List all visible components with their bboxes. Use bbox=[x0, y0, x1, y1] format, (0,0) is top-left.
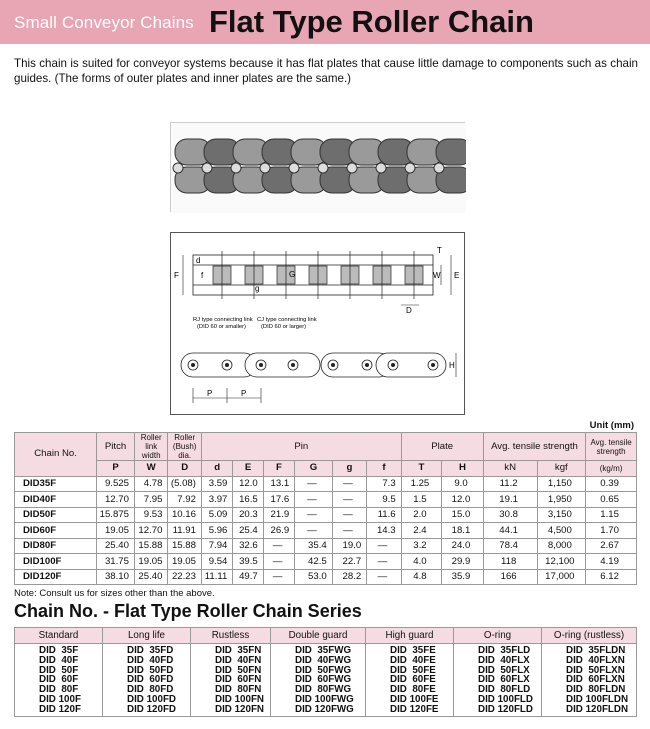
note: Note: Consult us for sizes other than the above. bbox=[14, 588, 215, 599]
cell-kgm: 6.12 bbox=[586, 569, 637, 585]
series-column bbox=[191, 644, 271, 717]
cell-d: 3.59 bbox=[201, 476, 232, 492]
series-item: DID 100F bbox=[39, 693, 81, 705]
cell-kN: 44.1 bbox=[483, 523, 537, 539]
cell-g: 28.2 bbox=[332, 569, 366, 585]
cell-D: 15.88 bbox=[168, 538, 202, 554]
cell-kgf: 8,000 bbox=[537, 538, 586, 554]
series-item: DID 40FE bbox=[390, 654, 436, 666]
th-kgf: kgf bbox=[537, 461, 586, 477]
th-plate: Plate bbox=[401, 433, 483, 461]
cell-kN: 166 bbox=[483, 569, 537, 585]
intro-paragraph: This chain is suited for conveyor systems because it has flat plates that cause little damage to components such as chain guides. (The forms of outer plates and inner plates are the same.) bbox=[14, 57, 638, 85]
series-column bbox=[15, 644, 103, 717]
th-P: P bbox=[97, 461, 135, 477]
cell-d: 7.94 bbox=[201, 538, 232, 554]
series-item: DID 120FWG bbox=[295, 703, 354, 715]
cell-f: — bbox=[367, 569, 401, 585]
series-item: DID 100FLD bbox=[478, 693, 533, 705]
series-item: DID 80F bbox=[39, 684, 79, 696]
cell-kgm: 1.15 bbox=[586, 507, 637, 523]
cell-d: 3.97 bbox=[201, 492, 232, 508]
cell-G: — bbox=[295, 507, 333, 523]
series-th-high-guard: High guard bbox=[366, 628, 454, 644]
series-item: DID 35FN bbox=[215, 645, 262, 656]
series-table bbox=[14, 627, 637, 717]
dim-P1: P bbox=[207, 389, 213, 398]
th-H: H bbox=[442, 461, 484, 477]
table-row bbox=[15, 569, 637, 585]
series-th-o-ring-rustless: O-ring (rustless) bbox=[542, 628, 637, 644]
cell-w: 7.95 bbox=[134, 492, 167, 508]
series-item: DID 40FD bbox=[127, 654, 174, 666]
series-item: DID 40F bbox=[39, 654, 79, 666]
th-F: F bbox=[263, 461, 294, 477]
cell-kgf: 12,100 bbox=[537, 554, 586, 570]
cell-F: — bbox=[263, 569, 294, 585]
cell-w: 9.53 bbox=[134, 507, 167, 523]
series-item: DID 60FD bbox=[127, 674, 174, 686]
series-th-standard: Standard bbox=[15, 628, 103, 644]
series-item: DID 50F bbox=[39, 664, 79, 676]
cell-F: 26.9 bbox=[263, 523, 294, 539]
series-title: Chain No. - Flat Type Roller Chain Series bbox=[14, 601, 362, 621]
cell-p: 19.05 bbox=[97, 523, 135, 539]
series-column bbox=[542, 644, 637, 717]
cell-no: DID50F bbox=[15, 507, 97, 523]
cell-w: 12.70 bbox=[134, 523, 167, 539]
cell-d: 11.11 bbox=[201, 569, 232, 585]
cell-g: — bbox=[332, 523, 366, 539]
series-item: DID 50FN bbox=[215, 664, 262, 676]
dim-F: F bbox=[174, 271, 179, 280]
series-item: DID 80FE bbox=[390, 684, 436, 696]
th-chain-no: Chain No. bbox=[15, 433, 97, 477]
dim-T: T bbox=[437, 246, 442, 255]
th-W: W bbox=[134, 461, 167, 477]
th-E: E bbox=[233, 461, 263, 477]
series-item: DID 100FLDN bbox=[566, 693, 629, 705]
series-item: DID 50FWG bbox=[295, 664, 352, 676]
cell-G: — bbox=[295, 523, 333, 539]
series-item: DID 35FD bbox=[127, 645, 174, 656]
series-item: DID 60FE bbox=[390, 674, 436, 686]
cell-p: 31.75 bbox=[97, 554, 135, 570]
cell-p: 15.875 bbox=[97, 507, 135, 523]
cell-T: 2.0 bbox=[401, 507, 442, 523]
cell-E: 12.0 bbox=[233, 476, 263, 492]
cell-no: DID120F bbox=[15, 569, 97, 585]
table-row bbox=[15, 554, 637, 570]
series-th-rustless: Rustless bbox=[191, 628, 271, 644]
cell-T: 1.5 bbox=[401, 492, 442, 508]
cell-kN: 11.2 bbox=[483, 476, 537, 492]
series-item: DID 120FE bbox=[390, 703, 439, 715]
series-item: DID 100FWG bbox=[295, 693, 354, 705]
cell-E: 39.5 bbox=[233, 554, 263, 570]
dim-G: G bbox=[289, 270, 296, 279]
cell-D: 7.92 bbox=[168, 492, 202, 508]
cell-T: 4.0 bbox=[401, 554, 442, 570]
series-item: DID 35FLD bbox=[478, 645, 531, 656]
series-item: DID 50FD bbox=[127, 664, 174, 676]
series-item: DID 80FWG bbox=[295, 684, 352, 696]
series-item: DID 120FN bbox=[215, 703, 264, 715]
cell-kN: 30.8 bbox=[483, 507, 537, 523]
cell-w: 25.40 bbox=[134, 569, 167, 585]
series-item: DID 80FN bbox=[215, 684, 262, 696]
cell-kgm: 0.39 bbox=[586, 476, 637, 492]
cell-D: 11.91 bbox=[168, 523, 202, 539]
cell-G: 42.5 bbox=[295, 554, 333, 570]
cell-p: 9.525 bbox=[97, 476, 135, 492]
cell-F: — bbox=[263, 538, 294, 554]
cell-d: 5.09 bbox=[201, 507, 232, 523]
series-th-long-life: Long life bbox=[103, 628, 191, 644]
cell-f: 7.3 bbox=[367, 476, 401, 492]
series-item: DID 40FLXN bbox=[566, 654, 625, 666]
cell-no: DID100F bbox=[15, 554, 97, 570]
dim-f: f bbox=[201, 271, 204, 280]
series-item: DID 35F bbox=[39, 645, 79, 656]
series-item: DID 60FLX bbox=[478, 674, 530, 686]
cj-label: CJ type connecting link (DID 60 or larger) bbox=[257, 317, 317, 330]
page-title: Flat Type Roller Chain bbox=[209, 4, 534, 39]
dim-H: H bbox=[449, 361, 455, 370]
spec-table bbox=[14, 432, 637, 585]
table-row bbox=[15, 476, 637, 492]
series-item: DID 60F bbox=[39, 674, 79, 686]
cell-no: DID60F bbox=[15, 523, 97, 539]
cell-kgf: 3,150 bbox=[537, 507, 586, 523]
th-avg-tensile: Avg. tensile strength bbox=[483, 433, 585, 461]
series-column bbox=[366, 644, 454, 717]
cell-p: 12.70 bbox=[97, 492, 135, 508]
series-item: DID 50FLX bbox=[478, 664, 530, 676]
unit-label: Unit (mm) bbox=[589, 420, 634, 431]
cell-E: 32.6 bbox=[233, 538, 263, 554]
series-item: DID 60FN bbox=[215, 674, 262, 686]
series-th-double-guard: Double guard bbox=[271, 628, 366, 644]
cell-g: 22.7 bbox=[332, 554, 366, 570]
cell-g: — bbox=[332, 492, 366, 508]
cell-g: — bbox=[332, 476, 366, 492]
series-item: DID 35FE bbox=[390, 645, 436, 656]
cell-T: 1.25 bbox=[401, 476, 442, 492]
series-column bbox=[271, 644, 366, 717]
cell-E: 49.7 bbox=[233, 569, 263, 585]
cell-no: DID80F bbox=[15, 538, 97, 554]
cell-f: 14.3 bbox=[367, 523, 401, 539]
cell-kgm: 0.65 bbox=[586, 492, 637, 508]
series-th-o-ring: O-ring bbox=[454, 628, 542, 644]
th-kgm: (kg/m) bbox=[586, 461, 637, 477]
series-item: DID 60FWG bbox=[295, 674, 352, 686]
series-item: DID 35FWG bbox=[295, 645, 352, 656]
cell-E: 16.5 bbox=[233, 492, 263, 508]
table-row bbox=[15, 538, 637, 554]
cell-kgf: 1,950 bbox=[537, 492, 586, 508]
cell-f: 9.5 bbox=[367, 492, 401, 508]
cell-D: 19.05 bbox=[168, 554, 202, 570]
cell-F: 17.6 bbox=[263, 492, 294, 508]
cell-kgf: 1,150 bbox=[537, 476, 586, 492]
th-D: D bbox=[168, 461, 202, 477]
cell-T: 2.4 bbox=[401, 523, 442, 539]
table-row bbox=[15, 523, 637, 539]
series-item: DID 120FD bbox=[127, 703, 176, 715]
dim-E: E bbox=[454, 271, 460, 280]
cell-d: 5.96 bbox=[201, 523, 232, 539]
cell-kN: 118 bbox=[483, 554, 537, 570]
cell-p: 25.40 bbox=[97, 538, 135, 554]
series-item: DID 80FD bbox=[127, 684, 174, 696]
rj-label: RJ type connecting link (DID 60 or smaller) bbox=[193, 317, 253, 330]
series-item: DID 120F bbox=[39, 703, 81, 715]
cell-H: 24.0 bbox=[442, 538, 484, 554]
cell-kgf: 17,000 bbox=[537, 569, 586, 585]
chain-photo bbox=[170, 122, 465, 212]
th-f: f bbox=[367, 461, 401, 477]
cell-d: 9.54 bbox=[201, 554, 232, 570]
series-item: DID 50FLXN bbox=[566, 664, 625, 676]
cell-f: 11.6 bbox=[367, 507, 401, 523]
series-item: DID 120FLDN bbox=[566, 703, 629, 715]
th-roller-dia: Roller (Bush) dia. bbox=[168, 433, 202, 461]
series-item: DID 35FLDN bbox=[566, 645, 626, 656]
cell-kgm: 4.19 bbox=[586, 554, 637, 570]
header-banner bbox=[0, 0, 650, 44]
cell-g: — bbox=[332, 507, 366, 523]
th-avg-tensile-strength: Avg. tensile strength bbox=[586, 433, 637, 461]
series-item: DID 100FN bbox=[215, 693, 264, 705]
series-item: DID 100FD bbox=[127, 693, 176, 705]
cell-H: 29.9 bbox=[442, 554, 484, 570]
cell-g: 19.0 bbox=[332, 538, 366, 554]
dim-D: D bbox=[406, 306, 412, 315]
series-item: DID 60FLXN bbox=[566, 674, 625, 686]
cell-G: — bbox=[295, 492, 333, 508]
cell-H: 9.0 bbox=[442, 476, 484, 492]
cell-no: DID40F bbox=[15, 492, 97, 508]
dim-g: g bbox=[255, 284, 260, 293]
cell-H: 15.0 bbox=[442, 507, 484, 523]
cell-F: 13.1 bbox=[263, 476, 294, 492]
cell-H: 12.0 bbox=[442, 492, 484, 508]
cell-kN: 78.4 bbox=[483, 538, 537, 554]
category-label: Small Conveyor Chains bbox=[14, 13, 194, 32]
cell-T: 4.8 bbox=[401, 569, 442, 585]
th-G: G bbox=[295, 461, 333, 477]
th-g: g bbox=[332, 461, 366, 477]
cell-T: 3.2 bbox=[401, 538, 442, 554]
series-column bbox=[454, 644, 542, 717]
cell-D: 22.23 bbox=[168, 569, 202, 585]
series-item: DID 120FLD bbox=[478, 703, 533, 715]
cell-G: 53.0 bbox=[295, 569, 333, 585]
cell-w: 15.88 bbox=[134, 538, 167, 554]
series-item: DID 40FLX bbox=[478, 654, 530, 666]
th-pin: Pin bbox=[201, 433, 401, 461]
cell-F: 21.9 bbox=[263, 507, 294, 523]
cell-f: — bbox=[367, 554, 401, 570]
cell-D: 10.16 bbox=[168, 507, 202, 523]
th-d: d bbox=[201, 461, 232, 477]
table-row bbox=[15, 492, 637, 508]
cell-kgm: 1.70 bbox=[586, 523, 637, 539]
cell-kgf: 4,500 bbox=[537, 523, 586, 539]
cell-H: 18.1 bbox=[442, 523, 484, 539]
cell-kgm: 2.67 bbox=[586, 538, 637, 554]
series-item: DID 80FLD bbox=[478, 684, 531, 696]
cell-p: 38.10 bbox=[97, 569, 135, 585]
cell-F: — bbox=[263, 554, 294, 570]
cell-no: DID35F bbox=[15, 476, 97, 492]
dim-W: W bbox=[433, 271, 441, 280]
cell-kN: 19.1 bbox=[483, 492, 537, 508]
series-item: DID 40FN bbox=[215, 654, 262, 666]
chain-drawing bbox=[170, 232, 465, 415]
cell-E: 25.4 bbox=[233, 523, 263, 539]
cell-f: — bbox=[367, 538, 401, 554]
th-T: T bbox=[401, 461, 442, 477]
series-item: DID 80FLDN bbox=[566, 684, 626, 696]
series-item: DID 40FWG bbox=[295, 654, 352, 666]
cell-w: 19.05 bbox=[134, 554, 167, 570]
dim-P2: P bbox=[241, 389, 247, 398]
th-pitch: Pitch bbox=[97, 433, 135, 461]
cell-G: — bbox=[295, 476, 333, 492]
th-roller-link-width: Roller link width bbox=[134, 433, 167, 461]
table-row bbox=[15, 507, 637, 523]
series-item: DID 100FE bbox=[390, 693, 439, 705]
cell-E: 20.3 bbox=[233, 507, 263, 523]
cell-G: 35.4 bbox=[295, 538, 333, 554]
th-kN: kN bbox=[483, 461, 537, 477]
cell-H: 35.9 bbox=[442, 569, 484, 585]
cell-w: 4.78 bbox=[134, 476, 167, 492]
dim-d: d bbox=[196, 256, 201, 265]
series-item: DID 50FE bbox=[390, 664, 436, 676]
series-column bbox=[103, 644, 191, 717]
cell-D: (5.08) bbox=[168, 476, 202, 492]
